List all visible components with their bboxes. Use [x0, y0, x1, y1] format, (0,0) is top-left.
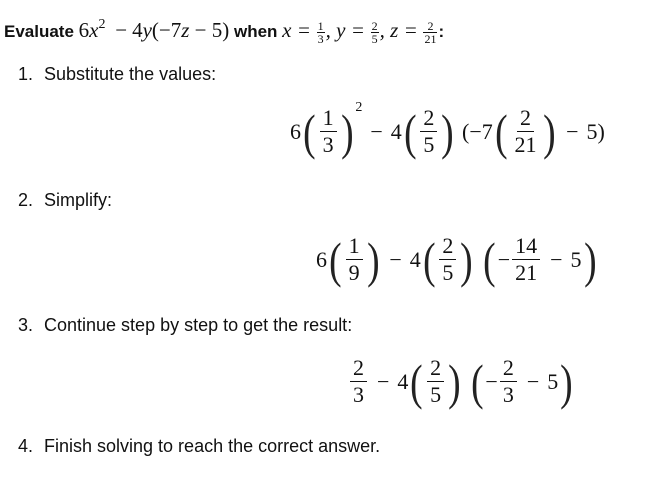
eq2-fraction-2 — [439, 234, 456, 285]
equation-simplify — [316, 231, 598, 288]
title-y-num: 2 — [371, 19, 378, 34]
step-number: 2. — [18, 190, 34, 210]
eq1-coef-4: 4 — [390, 118, 402, 144]
eq3-minus-2: − — [526, 368, 540, 394]
right-paren: ) — [448, 353, 461, 410]
eq1-open-neg7: (−7 — [462, 118, 493, 144]
eq3-coef-4: 4 — [397, 368, 409, 394]
title-x-den: 3 — [317, 32, 324, 47]
title-when: when — [229, 22, 283, 41]
title-minus: − — [115, 18, 128, 42]
eq1-minus-2: − — [566, 118, 579, 144]
left-paren: ( — [403, 103, 417, 160]
left-paren: ( — [470, 353, 484, 410]
step-text: Continue step by step to get the result: — [44, 315, 353, 335]
numerator: 2 — [420, 106, 437, 132]
title-x-num: 1 — [317, 19, 324, 34]
numerator: 2 — [350, 356, 367, 382]
step-1 — [18, 64, 216, 85]
step-number: 1. — [18, 64, 34, 84]
eq2-fraction-1 — [346, 234, 363, 285]
eq3-fraction-2 — [427, 356, 444, 407]
left-paren: ( — [303, 103, 316, 160]
title-exponent: 2 — [98, 17, 106, 32]
denominator: 3 — [353, 382, 364, 407]
eq1-fraction-2 — [420, 106, 437, 157]
left-paren: ( — [422, 231, 436, 288]
step-number: 4. — [18, 436, 34, 456]
numerator: 14 — [512, 234, 540, 260]
left-paren: ( — [483, 231, 496, 288]
title-x-eq: x = — [282, 18, 311, 42]
equation-substitute — [290, 100, 605, 160]
step-4 — [18, 436, 380, 457]
right-paren: ) — [560, 353, 573, 410]
eq3-minus-1: − — [377, 368, 390, 394]
eq3-end: 5 — [547, 368, 559, 394]
title-y-eq: , y = — [325, 18, 365, 42]
right-paren: ) — [460, 231, 473, 288]
eq2-coef-6: 6 — [316, 246, 327, 272]
numerator: 2 — [427, 356, 444, 382]
title-inner-open: (−7 — [151, 18, 182, 42]
title-prefix: Evaluate — [4, 22, 79, 41]
title-colon: : — [438, 22, 445, 41]
title-y-fraction — [371, 20, 379, 45]
right-paren: ) — [583, 231, 597, 288]
right-paren: ) — [340, 103, 354, 160]
step-2 — [18, 190, 112, 211]
eq2-fraction-3 — [512, 234, 540, 285]
eq3-fraction-3 — [500, 356, 517, 407]
denominator: 3 — [322, 132, 334, 157]
numerator: 2 — [517, 106, 534, 132]
eq1-exponent: 2 — [355, 100, 363, 115]
right-paren: ) — [543, 103, 557, 160]
step-number: 3. — [18, 315, 34, 335]
eq1-coef-6: 6 — [290, 118, 301, 144]
denominator: 3 — [502, 382, 514, 407]
eq3-fraction-1 — [350, 356, 367, 407]
eq1-fraction-3 — [511, 106, 539, 157]
eq2-coef-4: 4 — [409, 246, 421, 272]
numerator: 2 — [439, 234, 456, 260]
title-var-x: x — [89, 18, 99, 42]
numerator: 1 — [320, 106, 337, 132]
step-text: Finish solving to reach the correct answer. — [44, 436, 381, 456]
title-coef-a: 6 — [78, 18, 90, 42]
numerator: 1 — [346, 234, 363, 260]
step-text: Substitute the values: — [44, 64, 217, 84]
left-paren: ( — [329, 231, 342, 288]
denominator: 5 — [423, 132, 435, 157]
eq3-negative-sign: − — [485, 368, 498, 394]
step-3 — [18, 315, 352, 336]
title-var-y: y — [142, 18, 152, 42]
eq2-end: 5 — [570, 246, 582, 272]
left-paren: ( — [494, 103, 508, 160]
denominator: 5 — [442, 260, 454, 285]
denominator: 21 — [514, 132, 537, 157]
denominator: 9 — [348, 260, 360, 285]
denominator: 5 — [430, 382, 442, 407]
right-paren: ) — [366, 231, 380, 288]
title-z-eq: , z = — [379, 18, 418, 42]
eq1-minus-1: − — [370, 118, 383, 144]
problem-statement — [4, 11, 444, 46]
step-text: Simplify: — [44, 190, 113, 210]
title-z-fraction — [423, 20, 437, 45]
eq2-negative-sign: − — [497, 246, 511, 272]
eq2-minus-1: − — [389, 246, 402, 272]
eq2-minus-2: − — [550, 246, 563, 272]
numerator: 2 — [500, 356, 517, 382]
title-y-den: 5 — [371, 32, 378, 47]
title-x-fraction — [317, 20, 325, 45]
title-var-z: z — [181, 18, 190, 42]
title-z-den: 21 — [424, 32, 437, 47]
equation-continue — [348, 353, 575, 410]
title-z-num: 2 — [423, 20, 437, 33]
title-coef-b: 4 — [132, 18, 143, 42]
eq1-fraction-1 — [320, 106, 337, 157]
denominator: 21 — [515, 260, 538, 285]
right-paren: ) — [441, 103, 454, 160]
left-paren: ( — [410, 353, 423, 410]
title-inner-end: − 5) — [189, 18, 230, 42]
eq1-end: 5) — [586, 118, 605, 144]
